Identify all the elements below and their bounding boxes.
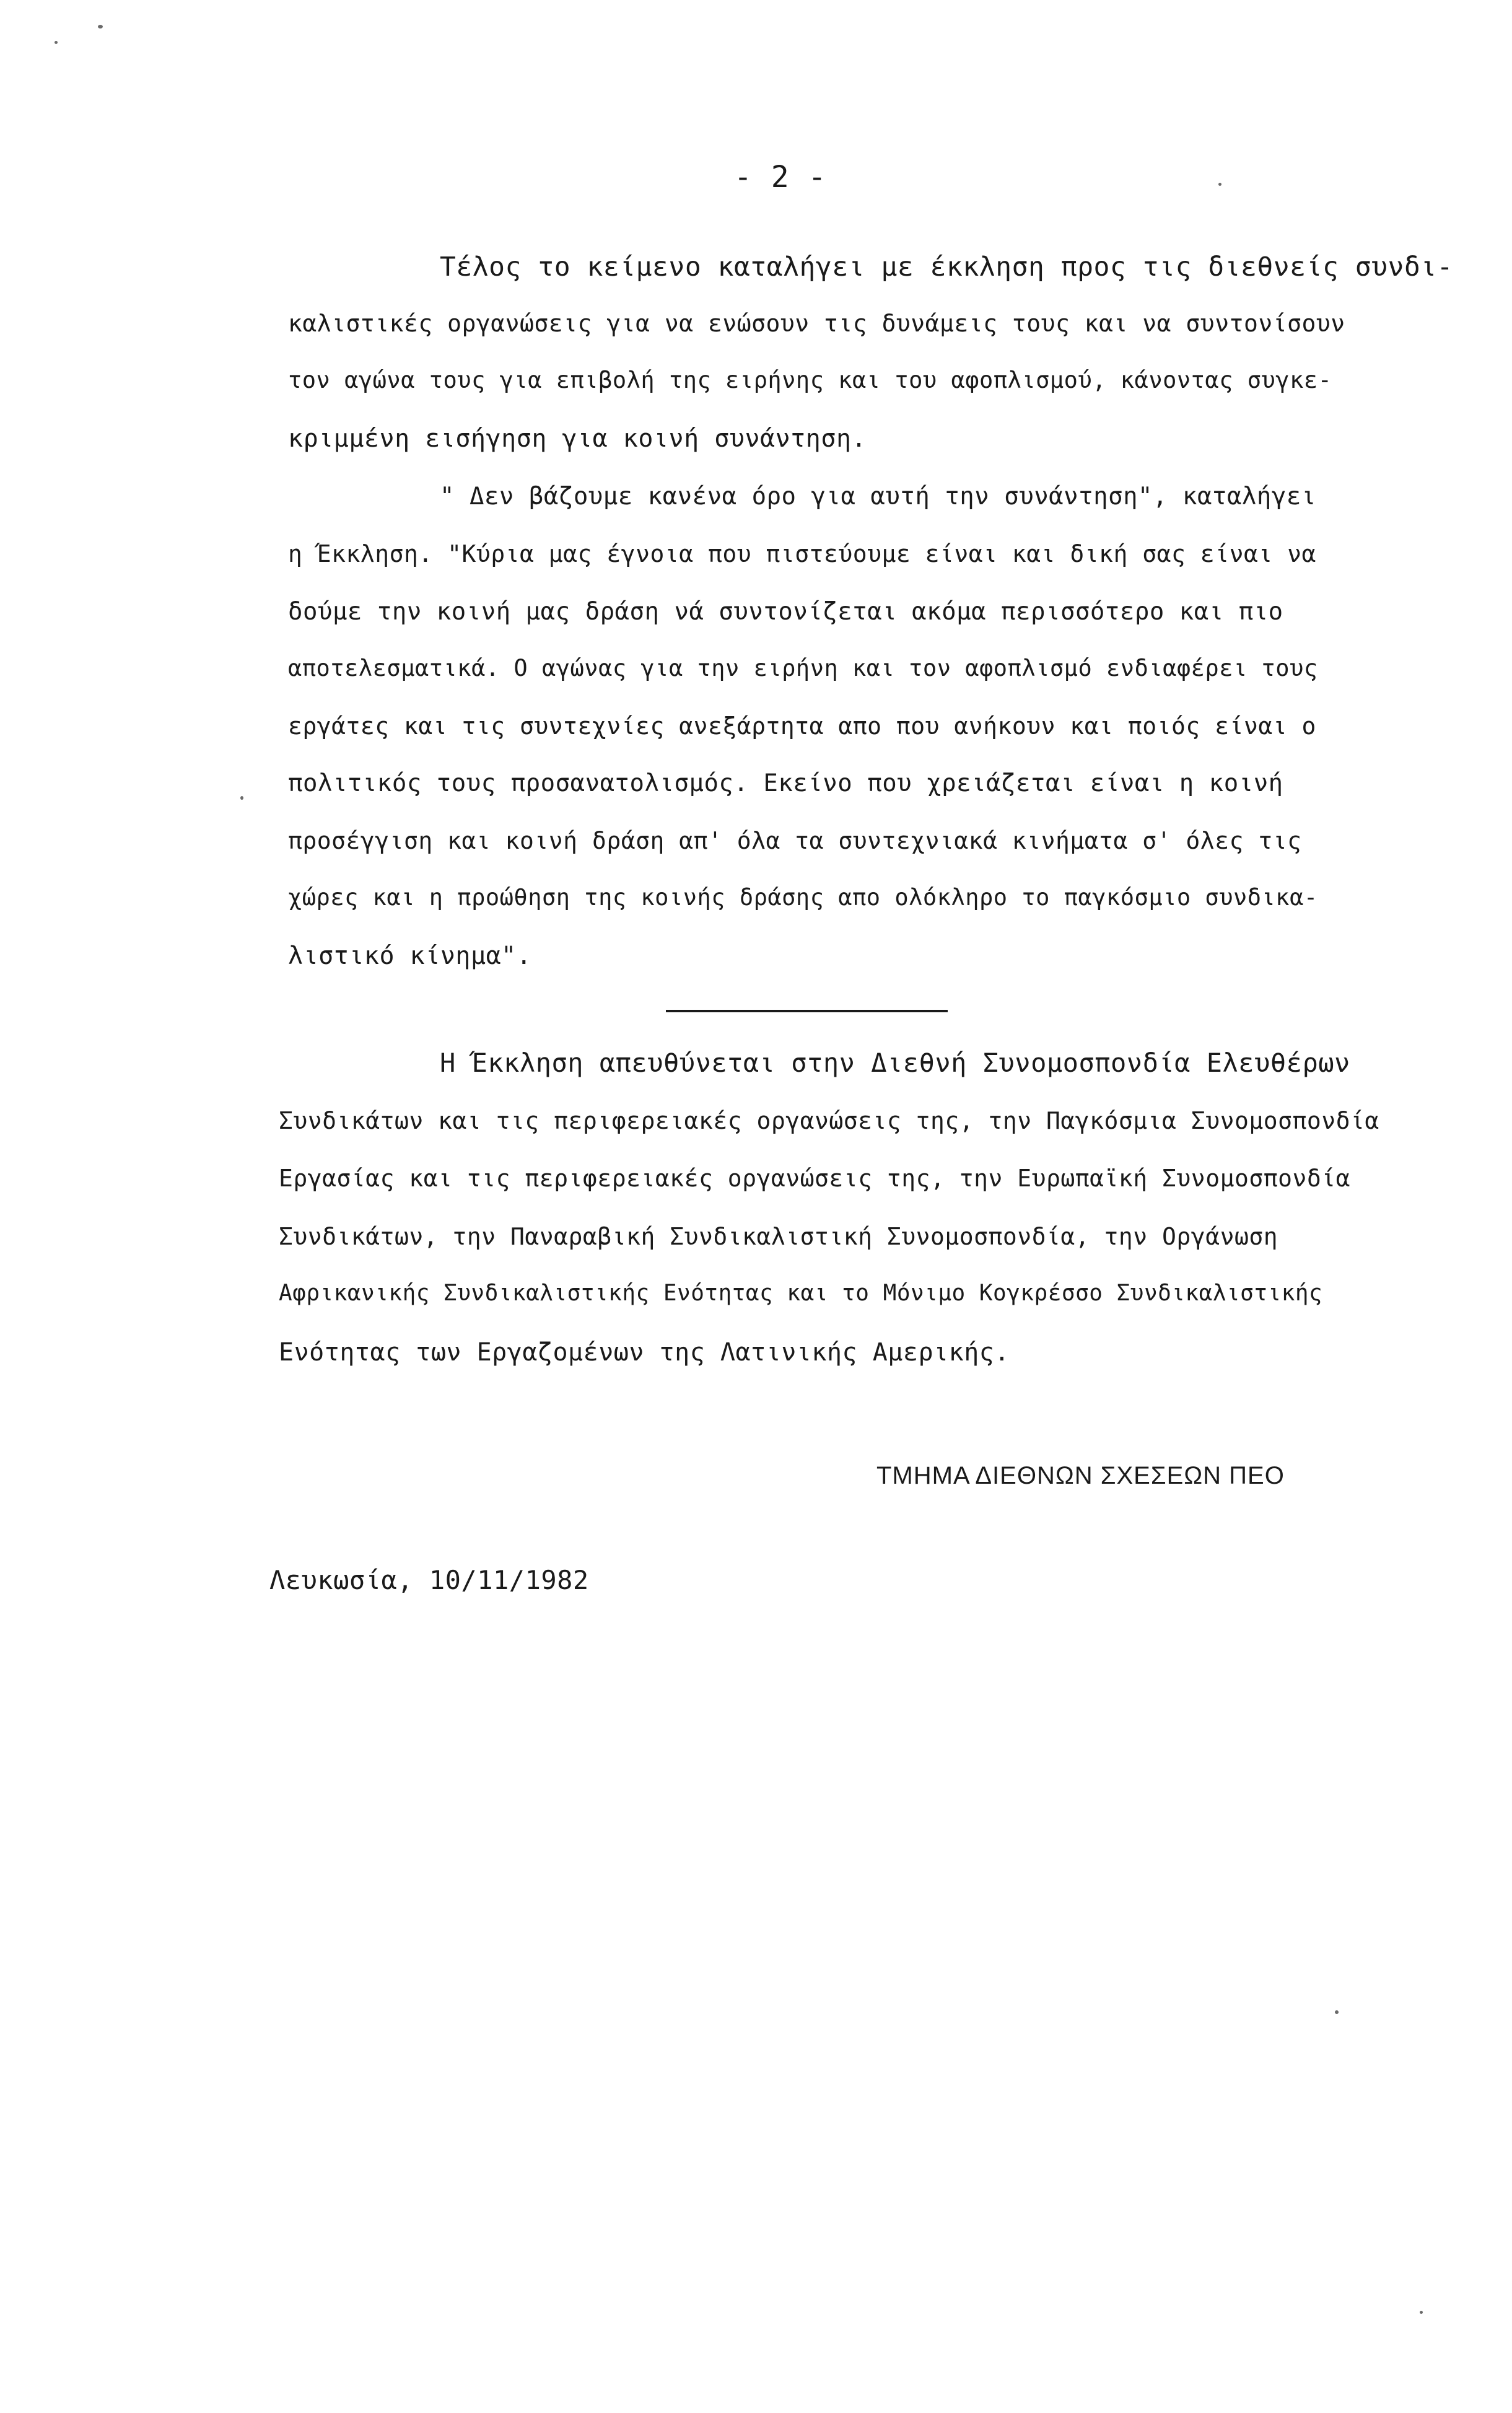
place-and-date: Λευκωσία, 10/11/1982: [269, 1565, 589, 1595]
text-line: εργάτες και τις συντεχνίες ανεξάρτητα απο που ανήκουν και ποιός είναι ο: [288, 712, 1316, 740]
scan-speck: [1218, 183, 1221, 186]
text-line: τον αγώνα τους για επιβολή της ειρήνης και του αφοπλισμού, κάνοντας συγκε-: [288, 367, 1332, 393]
signature-department: ΤΜΗΜΑ ΔΙΕΘΝΩΝ ΣΧΕΣΕΩΝ ΠΕΟ: [876, 1462, 1285, 1489]
text-line: Τέλος το κείμενο καταλήγει με έκκληση προς τις διεθνείς συνδι-: [440, 252, 1454, 282]
scan-speck: [55, 41, 58, 44]
text-line: Συνδικάτων και τις περιφερειακές οργανώσεις της, την Παγκόσμια Συνομοσπονδία: [279, 1107, 1379, 1134]
text-line: αποτελεσματικά. Ο αγώνας για την ειρήνη και τον αφοπλισμό ενδιαφέρει τους: [288, 655, 1318, 681]
text-line: πολιτικός τους προσανατολισμός. Εκείνο που χρειάζεται είναι η κοινή: [288, 769, 1283, 797]
scan-speck: [1420, 2311, 1423, 2314]
text-line: Αφρικανικής Συνδικαλιστικής Ενότητας και το Μόνιμο Κογκρέσσο Συνδικαλιστικής: [279, 1281, 1323, 1306]
text-line: Ενότητας των Εργαζομένων της Λατινικής Αμερικής.: [279, 1338, 1010, 1367]
section-divider: [666, 1010, 948, 1012]
scan-speck: [240, 796, 243, 800]
text-line: καλιστικές οργανώσεις για να ενώσουν τις δυνάμεις τους και να συντονίσουν: [288, 310, 1345, 337]
text-line: Η Έκκληση απευθύνεται στην Διεθνή Συνομοσπονδία Ελευθέρων: [440, 1048, 1350, 1078]
text-line: Συνδικάτων, την Παναραβική Συνδικαλιστική Συνομοσπονδία, την Οργάνωση: [279, 1223, 1278, 1250]
text-line: χώρες και η προώθηση της κοινής δράσης απο ολόκληρο το παγκόσμιο συνδικα-: [288, 884, 1318, 911]
text-line: " Δεν βάζουμε κανένα όρο για αυτή την συνάντηση", καταλήγει: [440, 483, 1316, 510]
text-line: προσέγγιση και κοινή δράση απ' όλα τα συντεχνιακά κινήματα σ' όλες τις: [288, 827, 1302, 854]
text-line: κριμμένη εισήγηση για κοινή συνάντηση.: [288, 424, 867, 453]
scan-speck: [1335, 2010, 1339, 2014]
text-line: Εργασίας και τις περιφερειακές οργανώσεις της, την Ευρωπαϊκή Συνομοσπονδία: [279, 1165, 1350, 1192]
scan-speck: [98, 25, 103, 28]
text-line: η Έκκληση. "Κύρια μας έγνοια που πιστεύουμε είναι και δική σας είναι να: [288, 540, 1316, 567]
page-number: - 2 -: [734, 160, 827, 195]
text-line: λιστικό κίνημα".: [288, 942, 532, 970]
text-line: δούμε την κοινή μας δράση νά συντονίζεται ακόμα περισσότερο και πιο: [288, 598, 1283, 626]
